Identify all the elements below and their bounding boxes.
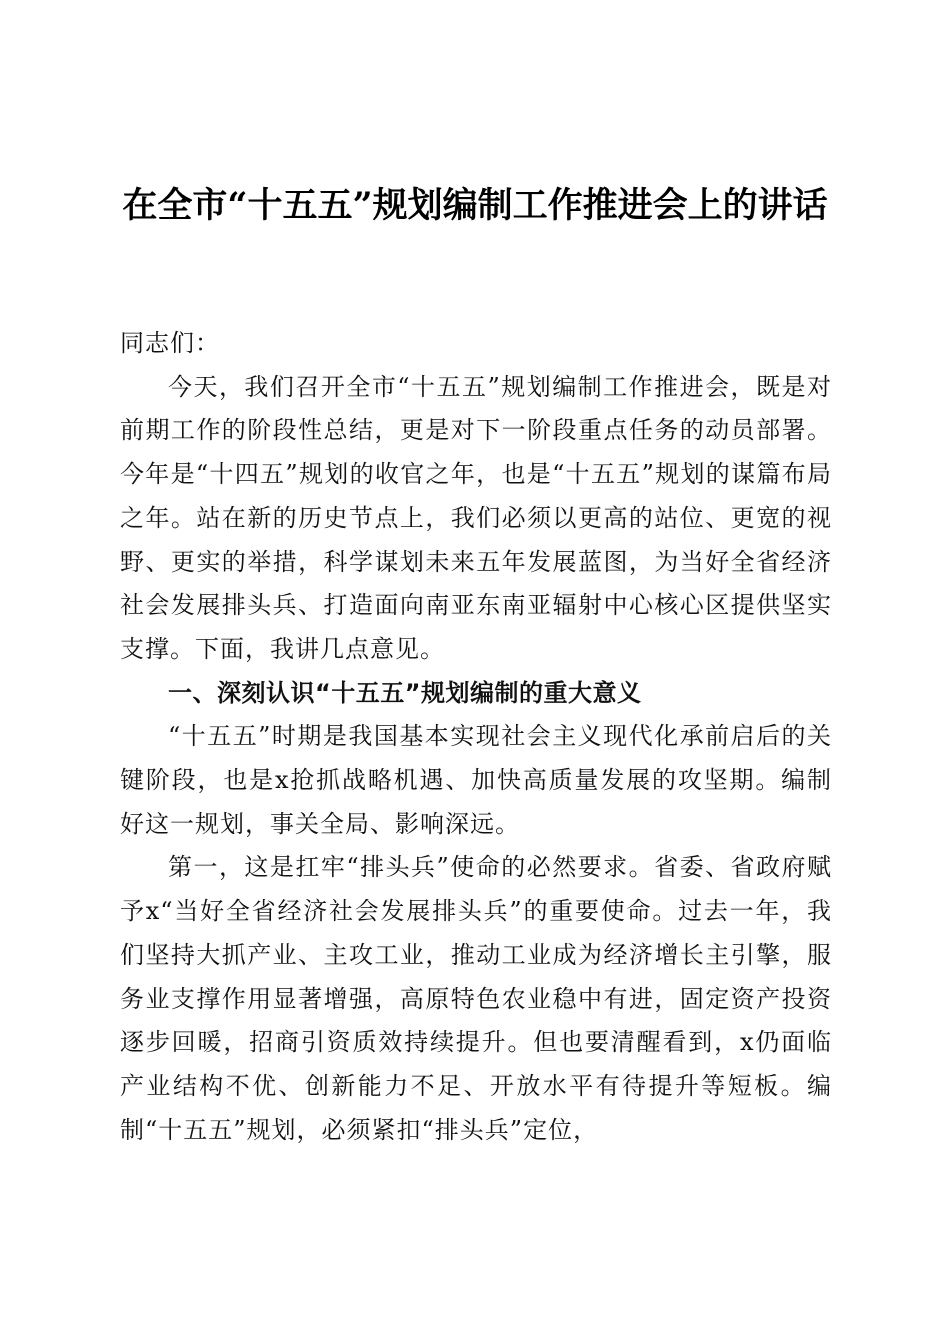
section-paragraph: 第一，这是扛牢“排头兵”使命的必然要求。省委、省政府赋予x“当好全省经济社会发展排头兵”的重要使命。过去一年，我们坚持大抓产业、主攻工业，推动工业成为经济增长主引擎，服务业支撑作用显著增强，高原特色农业稳中有进，固定资产投资逐步回暖，招商引资质效持续提升。但也要清醒看到，x仍面临产业结构不优、创新能力不足、开放水平有待提升等短板。编制“十五五”规划，必须紧扣“排头兵”定位， xyxy=(120,853,832,1144)
salutation: 同志们： xyxy=(120,329,220,357)
document-body xyxy=(120,322,832,1152)
section-paragraph: “十五五”时期是我国基本实现社会主义现代化承前启后的关键阶段，也是x抢抓战略机遇、加快高质量发展的攻坚期。编制好这一规划，事关全局、影响深远。 xyxy=(120,722,832,838)
section-heading: 一、深刻认识“十五五”规划编制的重大意义 xyxy=(168,678,642,707)
document-title: 在全市“十五五”规划编制工作推进会上的讲话 xyxy=(122,185,828,226)
intro-paragraph: 今天，我们召开全市“十五五”规划编制工作推进会，既是对前期工作的阶段性总结，更是对下一阶段重点任务的动员部署。今年是“十四五”规划的收官之年，也是“十五五”规划的谋篇布局之年。站在新的历史节点上，我们必须以更高的站位、更宽的视野、更实的举措，科学谋划未来五年发展蓝图，为当好全省经济社会发展排头兵、打造面向南亚东南亚辐射中心核心区提供坚实支撑。下面，我讲几点意见。 xyxy=(120,372,832,663)
